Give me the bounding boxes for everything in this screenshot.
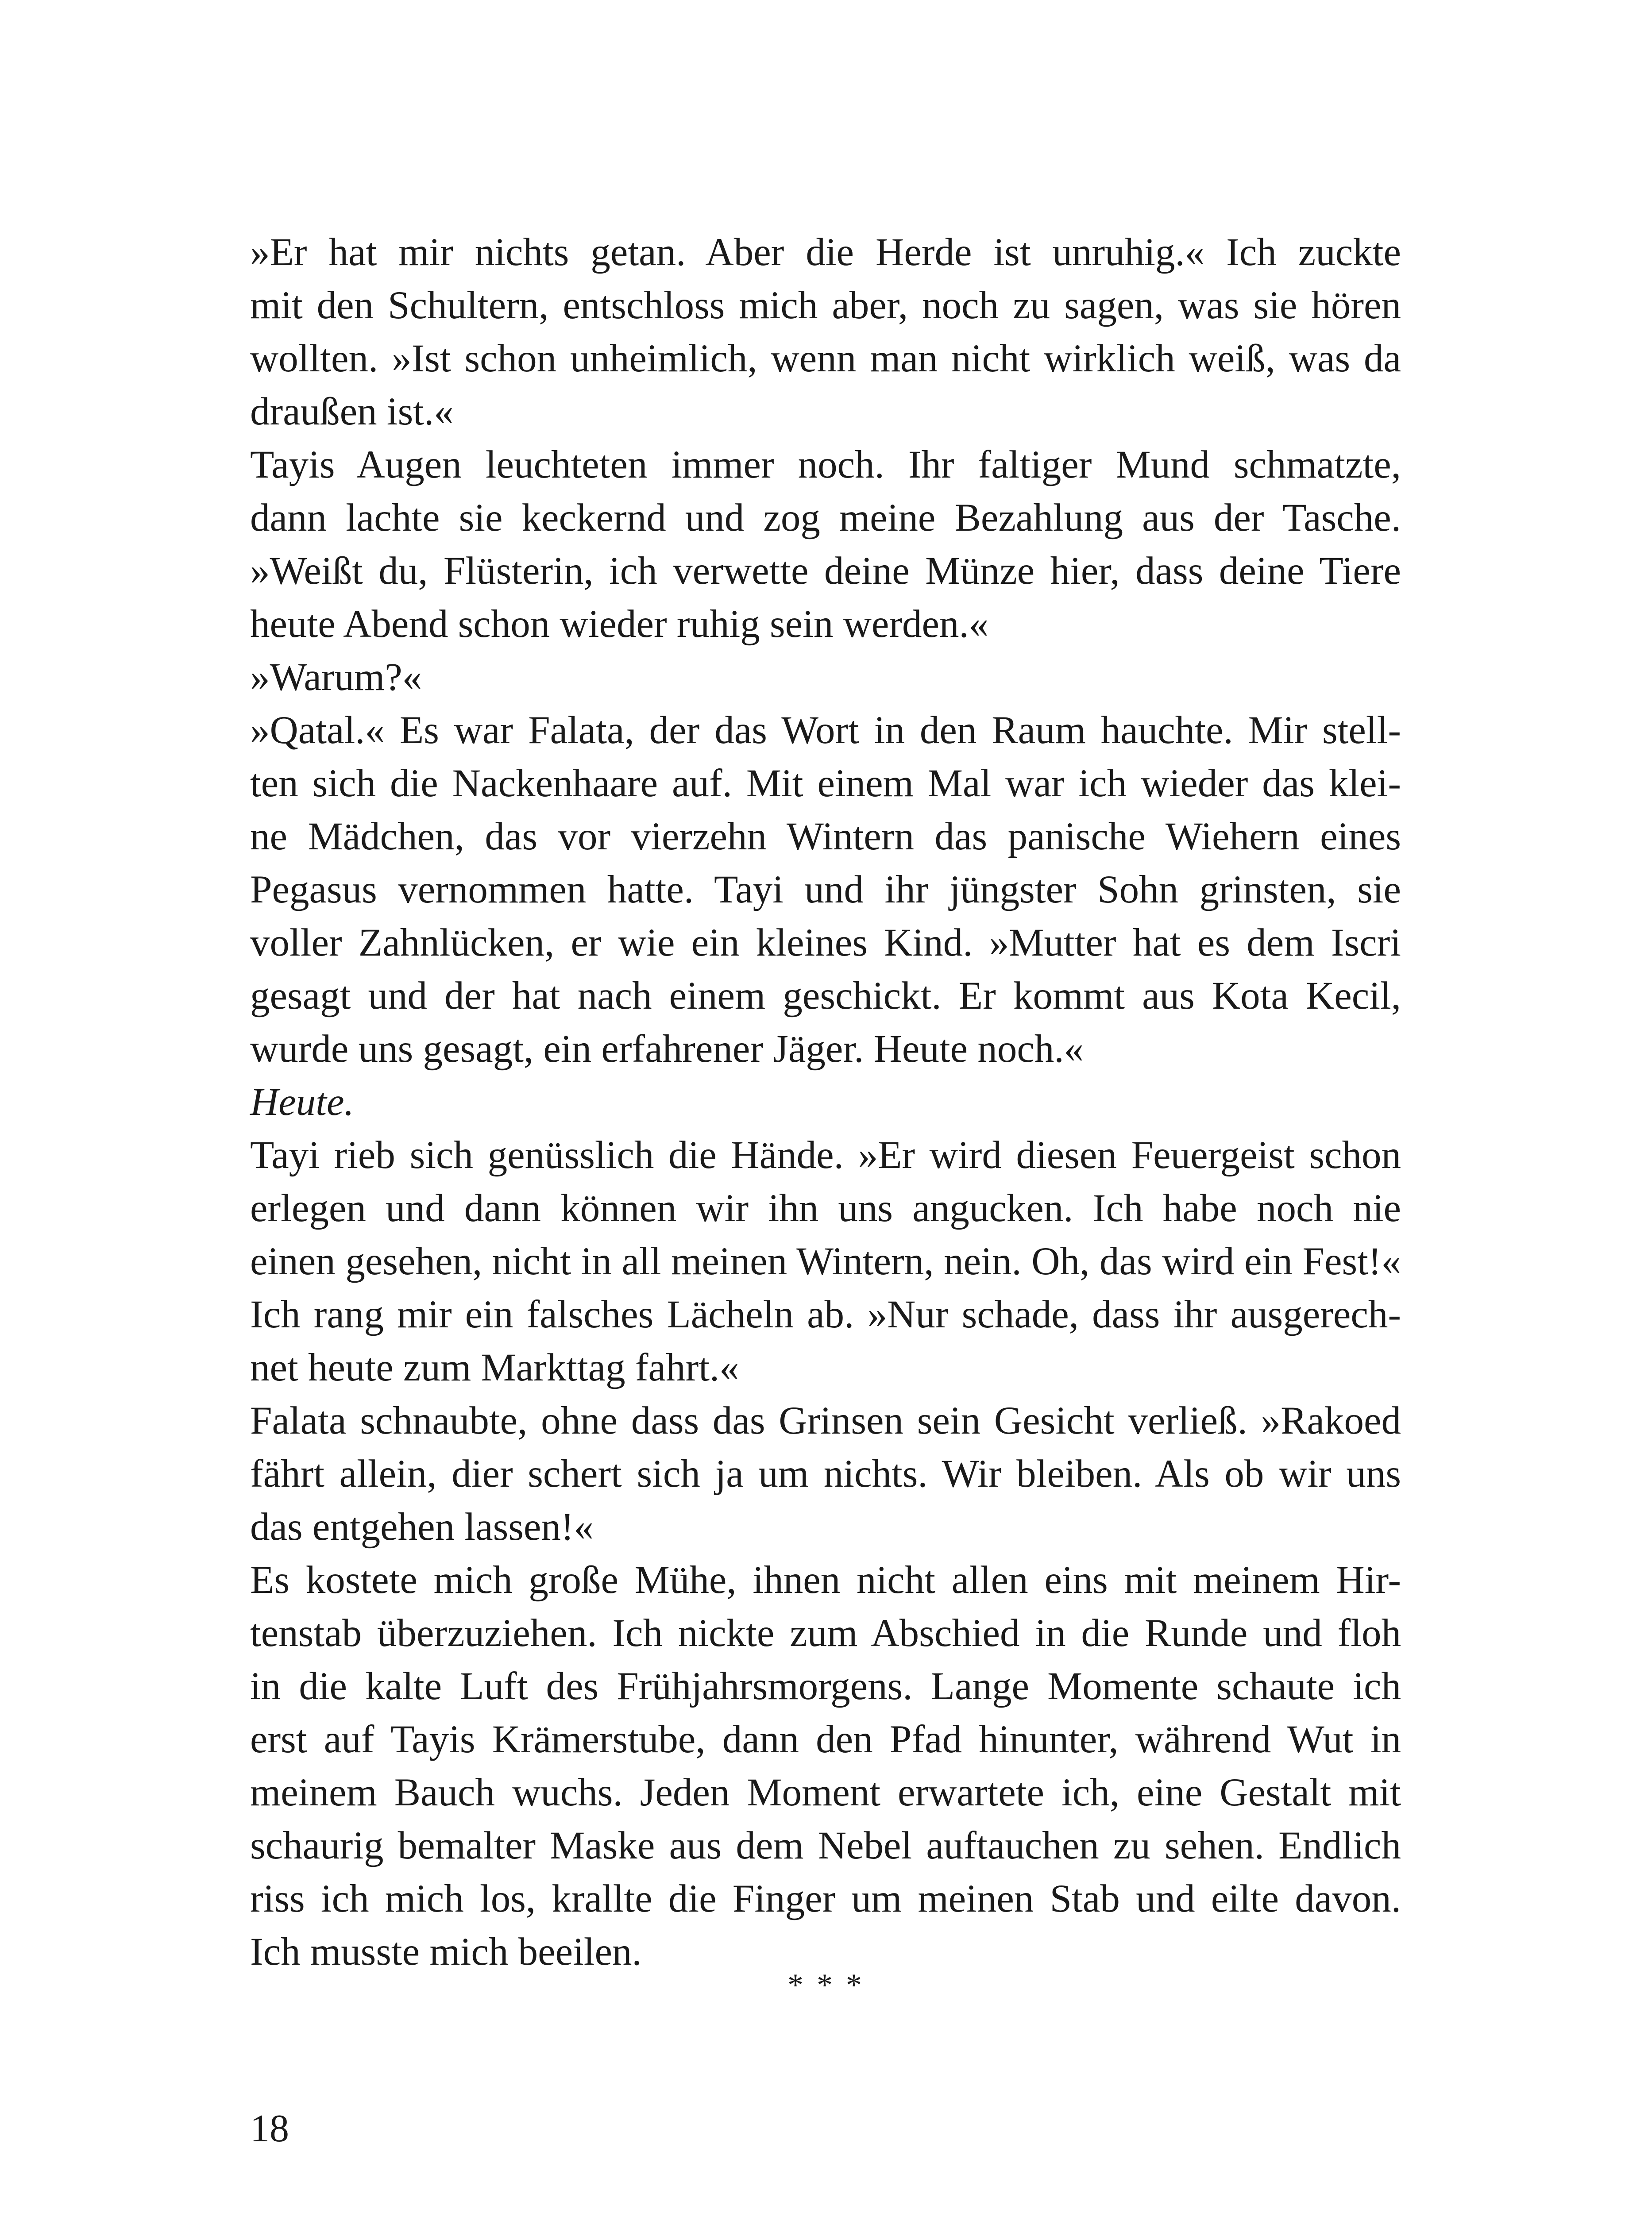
- text-line: net heute zum Markttag fahrt.«: [250, 1346, 739, 1389]
- text-line: wollten. »Ist schon unheimlich, wenn man nicht wirklich weiß, was da: [250, 337, 1401, 380]
- text-line: meinem Bauch wuchs. Jeden Moment erwartete ich, eine Gestalt mit: [250, 1771, 1401, 1814]
- text-line: »Warum?«: [250, 655, 422, 699]
- text-line: voller Zahnlücken, er wie ein kleines Kind. »Mutter hat es dem Iscri: [250, 921, 1401, 964]
- text-line: heute Abend schon wieder ruhig sein werden.«: [250, 602, 989, 646]
- text-line: erlegen und dann können wir ihn uns angucken. Ich habe noch nie: [250, 1187, 1401, 1230]
- body-text: [250, 226, 1401, 1978]
- text-line: in die kalte Luft des Frühjahrsmorgens. Lange Momente schaute ich: [250, 1665, 1401, 1708]
- text-line: Ich rang mir ein falsches Lächeln ab. »Nur schade, dass ihr ausgerech-: [250, 1293, 1401, 1336]
- text-line: riss ich mich los, krallte die Finger um meinen Stab und eilte davon.: [250, 1877, 1401, 1920]
- text-line: mit den Schultern, entschloss mich aber, noch zu sagen, was sie hören: [250, 284, 1401, 327]
- text-line: »Weißt du, Flüsterin, ich verwette deine Münze hier, dass deine Tiere: [250, 549, 1401, 593]
- text-line: Tayis Augen leuchteten immer noch. Ihr faltiger Mund schmatzte,: [250, 443, 1401, 486]
- text-line: fährt allein, dier schert sich ja um nichts. Wir bleiben. Als ob wir uns: [250, 1452, 1401, 1496]
- text-line: Heute.: [250, 1080, 354, 1124]
- text-line: Pegasus vernommen hatte. Tayi und ihr jüngster Sohn grinsten, sie: [250, 868, 1401, 911]
- text-line: »Qatal.« Es war Falata, der das Wort in den Raum hauchte. Mir stell-: [250, 709, 1401, 752]
- text-line: das entgehen lassen!«: [250, 1505, 594, 1549]
- section-separator: * * *: [787, 1967, 865, 2003]
- text-line: Ich musste mich beeilen.: [250, 1930, 642, 1974]
- text-line: Falata schnaubte, ohne dass das Grinsen sein Gesicht verließ. »Rakoed: [250, 1399, 1401, 1442]
- text-line: wurde uns gesagt, ein erfahrener Jäger. Heute noch.«: [250, 1027, 1084, 1071]
- text-line: »Er hat mir nichts getan. Aber die Herde ist unruhig.« Ich zuckte: [250, 231, 1401, 274]
- text-line: tenstab überzuziehen. Ich nickte zum Abschied in die Runde und floh: [250, 1612, 1401, 1655]
- text-line: schaurig bemalter Maske aus dem Nebel auftauchen zu sehen. Endlich: [250, 1824, 1401, 1867]
- text-line: ne Mädchen, das vor vierzehn Wintern das panische Wiehern eines: [250, 815, 1401, 858]
- text-line: erst auf Tayis Krämerstube, dann den Pfad hinunter, während Wut in: [250, 1718, 1401, 1761]
- text-line: Es kostete mich große Mühe, ihnen nicht allen eins mit meinem Hir-: [250, 1558, 1401, 1602]
- text-line: Tayi rieb sich genüsslich die Hände. »Er wird diesen Feuergeist schon: [250, 1133, 1401, 1177]
- page-number: 18: [250, 2107, 289, 2150]
- text-line: draußen ist.«: [250, 390, 454, 433]
- text-line: gesagt und der hat nach einem geschickt. Er kommt aus Kota Kecil,: [250, 974, 1401, 1018]
- text-line: dann lachte sie keckernd und zog meine Bezahlung aus der Tasche.: [250, 496, 1401, 540]
- text-line: einen gesehen, nicht in all meinen Wintern, nein. Oh, das wird ein Fest!«: [250, 1240, 1401, 1283]
- text-line: ten sich die Nackenhaare auf. Mit einem Mal war ich wieder das klei-: [250, 762, 1401, 805]
